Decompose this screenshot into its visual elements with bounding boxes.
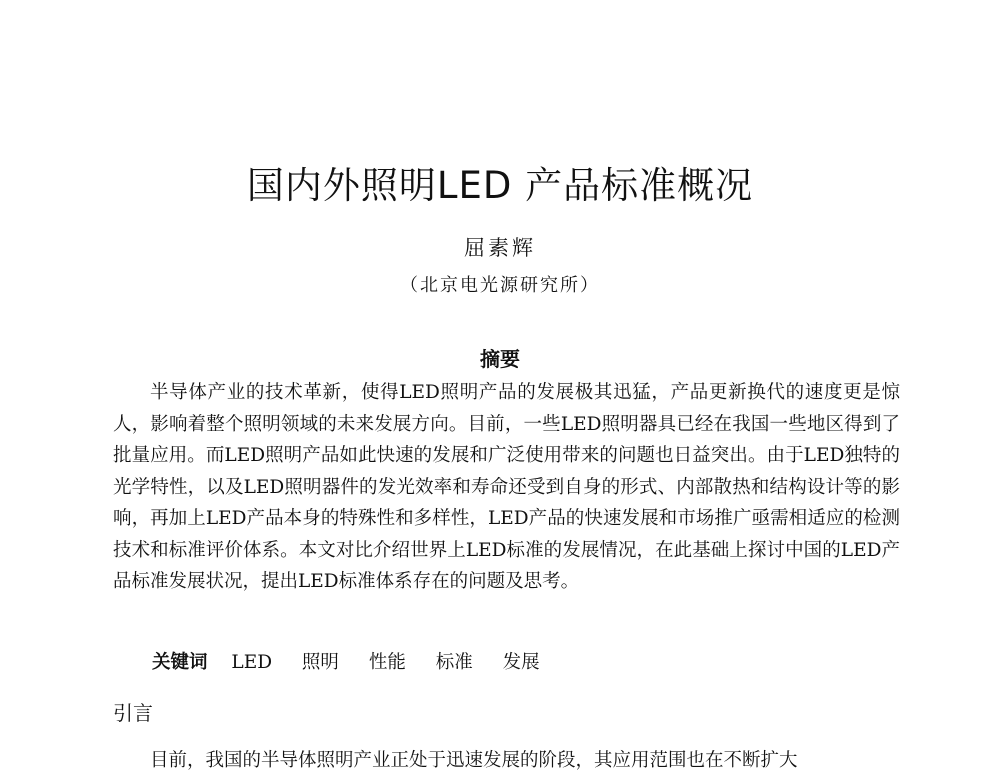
keyword-item: 照明: [301, 652, 339, 673]
author-affiliation: （北京电光源研究所）: [400, 275, 600, 296]
keywords-line: [152, 648, 900, 678]
abstract-body: 半导体产业的技术革新，使得LED照明产品的发展极其迅猛，产品更新换代的速度更是惊人，影响着整个照明领域的未来发展方向。目前，一些LED照明器具已经在我国一些地区得到了批量应用。而LED照明产品如此快速的发展和广泛使用带来的问题也日益突出。由于LED独特的光学特性，以及LED照明器件的发光效率和寿命还受到自身的形式、内部散热和结构设计等的影响，再加上LED产品本身的特殊性和多样性，LED产品的快速发展和市场推广亟需相适应的检测技术和标准评价体系。本文对比介绍世界上LED标准的发展情况，在此基础上探讨中国的LED产品标准发展状况，提出LED标准体系存在的问题及思考。: [113, 382, 900, 592]
keyword-item: 发展: [502, 652, 540, 673]
paper-title: 国内外照明LED 产品标准概况: [246, 164, 754, 207]
keywords-label: 关键词: [152, 652, 208, 673]
keyword-item: LED: [231, 652, 273, 673]
introduction-body: 目前，我国的半导体照明产业正处于迅速发展的阶段，其应用范围也在不断扩大: [150, 750, 798, 771]
paper-author: 屈素辉: [464, 236, 536, 260]
keyword-item: 标准: [435, 652, 473, 673]
introduction-heading: 引言: [113, 701, 153, 725]
abstract-heading: 摘要: [480, 347, 520, 371]
keyword-item: 性能: [368, 652, 406, 673]
